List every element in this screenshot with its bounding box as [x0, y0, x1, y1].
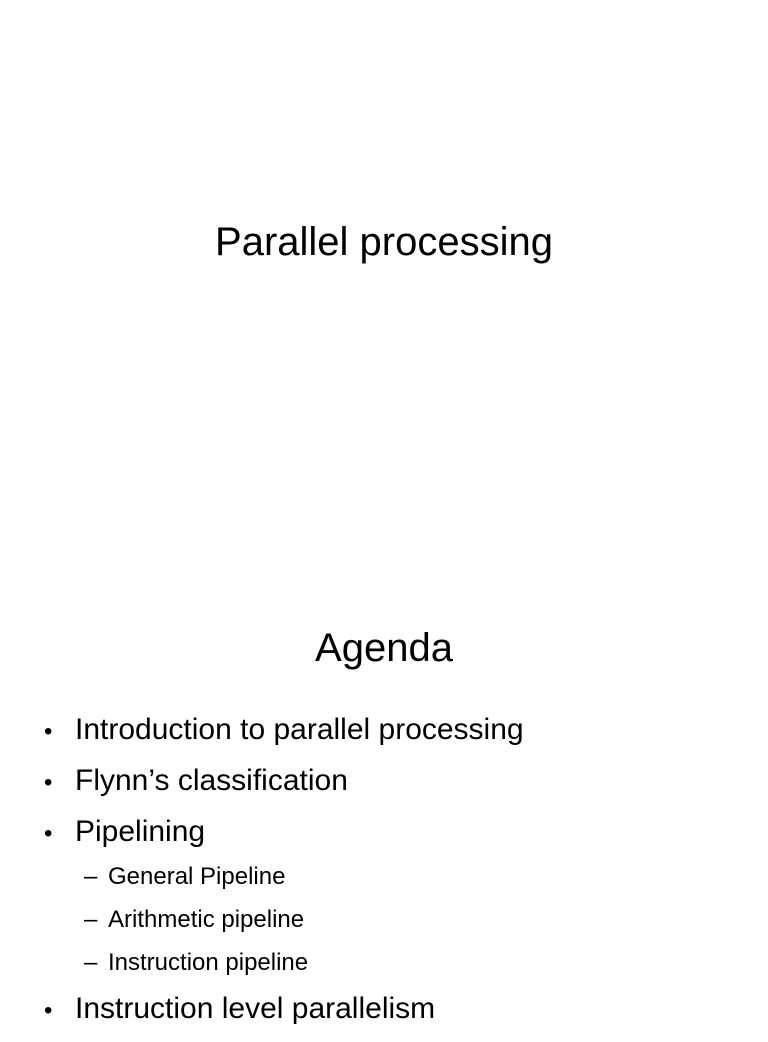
agenda-sublist [44, 862, 744, 978]
agenda-subitem [84, 948, 744, 978]
dash-icon: – [84, 906, 98, 933]
dash-icon: – [84, 949, 98, 976]
agenda-item-text: Instruction level parallelism [75, 992, 436, 1025]
agenda-item-text: Pipelining [75, 815, 206, 848]
bullet-icon: • [44, 997, 53, 1024]
agenda-item [44, 763, 744, 801]
slide-title: Parallel processing [215, 220, 553, 264]
agenda-subitem-text: General Pipeline [108, 863, 286, 890]
agenda-subitem [84, 905, 744, 935]
agenda-item [44, 991, 744, 1029]
agenda-item [44, 712, 744, 750]
agenda-list [44, 712, 744, 1042]
bullet-icon: • [44, 820, 53, 847]
bullet-icon: • [44, 718, 53, 745]
agenda-subitem-text: Instruction pipeline [108, 949, 309, 976]
agenda-title: Agenda [315, 626, 453, 670]
agenda-item-text: Flynn’s classification [75, 764, 348, 797]
agenda-item [44, 814, 744, 852]
agenda-subitem [84, 862, 744, 892]
agenda-subitem-text: Arithmetic pipeline [108, 906, 305, 933]
agenda-slide [0, 560, 768, 1024]
agenda-item-text: Introduction to parallel processing [75, 713, 524, 746]
dash-icon: – [84, 863, 98, 890]
bullet-icon: • [44, 769, 53, 796]
